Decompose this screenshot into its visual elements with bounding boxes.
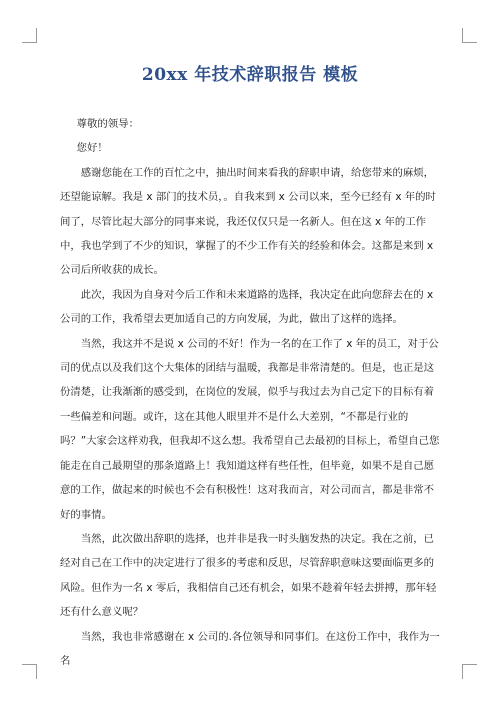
paragraph-5: 当然，我也非常感谢在 x 公司的.各位领导和同事们。在这份工作中，我作为一名 [60, 630, 440, 667]
paragraph-1: 感谢您能在工作的百忙之中，抽出时间来看我的辞职申请，给您带来的麻烦，还望能谅解。我是 x 部门的技术员，。自我来到 x 公司以来，至今已经有 x 年的时间了，尽管比起大部分的同事来说，我还仅仅只是一名新人。但在这 x 年的工作中，我也学到了不少的知识，掌握了的不少工作有关的经验和体会。这都是来到 x 公司后所收获的成长。 [60, 166, 436, 277]
crop-mark-bottom-left [22, 664, 37, 679]
crop-mark-top-left [22, 28, 37, 43]
salutation: 尊敬的领导： [76, 118, 139, 130]
document-body [60, 112, 444, 673]
document-title: 20xx 年技术辞职报告 模板 [141, 65, 359, 85]
paragraph-4: 当然，此次做出辞职的选择，也并非是我一时头脑发热的决定。我在之前，已经对自己在工作中的决定进行了很多的考虑和反思，尽管辞职意味这要面临更多的风险。但作为一名 x 零后，我相信自己还有机会，如果不趁着年轻去拼搏，那年轻还有什么意义呢？ [60, 532, 437, 619]
paragraph-3: 当然，我这并不是说 x 公司的不好！作为一名的在工作了 x 年的员工，对于公司的优点以及我们这个大集体的团结与温暖，我都是非常清楚的。但是，也正是这份清楚，让我渐渐的感受到，在岗位的发展，似乎与我过去为自己定下的目标有着一些偏差和问题。或许，这在其他人眼里并不是什么大差别，“不都是行业的吗？”大家会这样劝我，但我却不这么想。我希望自己去最初的目标上，希望自己您能走在自己最期望的那条道路上！我知道这样有些任性，但毕竟，如果不是自己愿意的工作，做起来的时候也不会有积极性！这对我而言，对公司而言，都是非常不好的事情。 [60, 337, 440, 521]
crop-mark-bottom-right [462, 664, 477, 679]
crop-mark-top-right [462, 28, 477, 43]
paragraph-2: 此次，我因为自身对今后工作和未来道路的选择，我决定在此向您辞去在的 x 公司的工作，我希望去更加适自己的方向发展，为此，做出了这样的选择。 [60, 288, 434, 326]
greeting: 您好！ [76, 142, 108, 155]
